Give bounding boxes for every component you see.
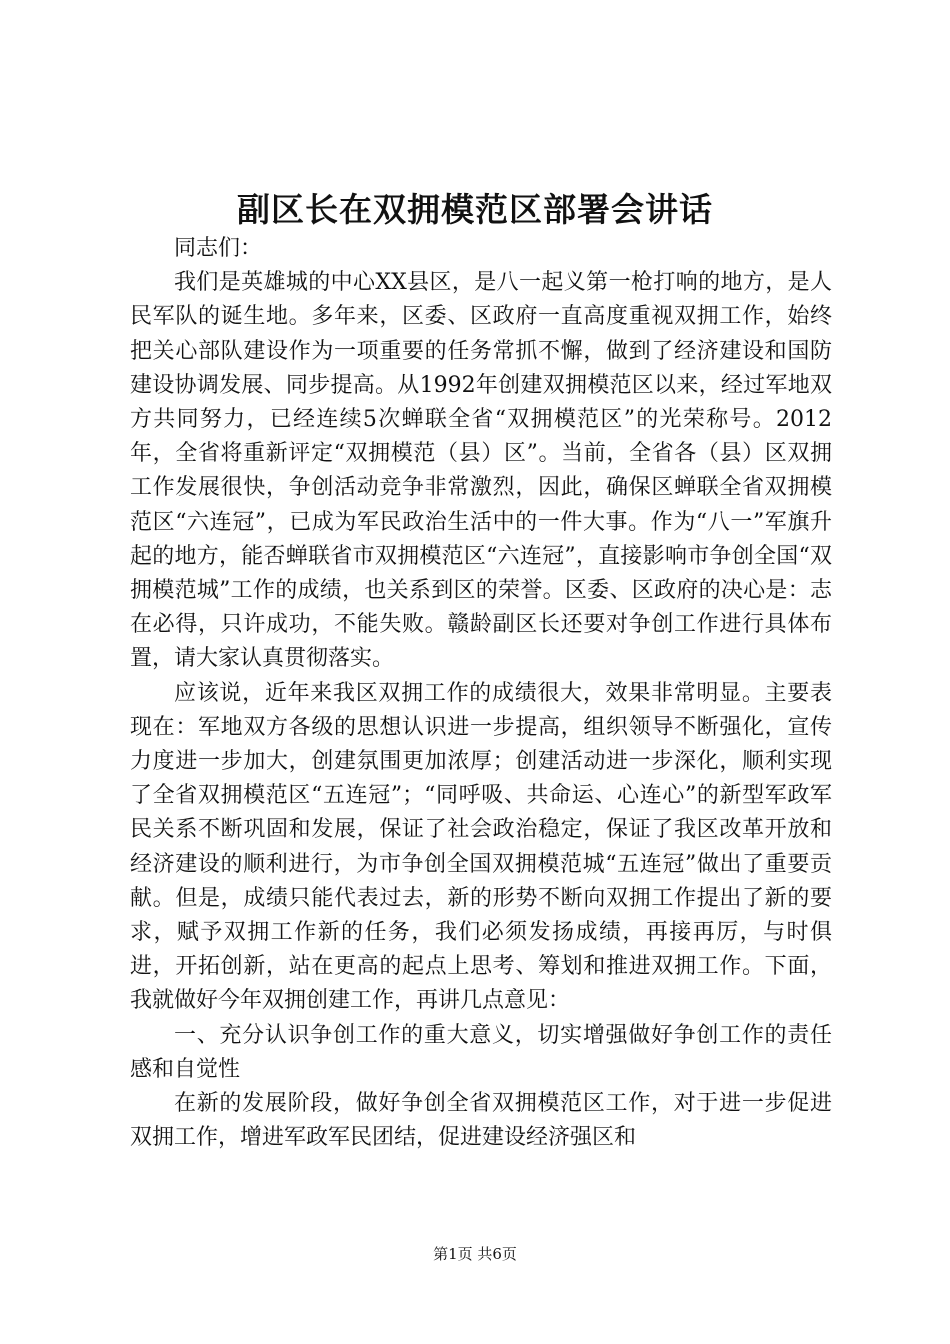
body-paragraph-1: 我们是英雄城的中心XX县区，是八一起义第一枪打响的地方，是人民军队的诞生地。多年来，区委、区政府一直高度重视双拥工作，始终把关心部队建设作为一项重要的任务常抓不懈，做到了经济建设和国防建设协调发展、同步提高。从1992年创建双拥模范区以来，经过军地双方共同努力，已经连续5次蝉联全省“双拥模范区”的光荣称号。2012年，全省将重新评定“双拥模范（县）区”。当前，全省各（县）区双拥工作发展很快，争创活动竞争非常激烈，因此，确保区蝉联全省双拥模范区“六连冠”，已成为军民政治生活中的一件大事。作为“八一”军旗升起的地方，能否蝉联省市双拥模范区“六连冠”，直接影响市争创全国“双拥模范城”工作的成绩，也关系到区的荣誉。区委、区政府的决心是：志在必得，只许成功，不能失败。赣龄副区长还要对争创工作进行具体布置，请大家认真贯彻落实。: [130, 270, 832, 672]
body-paragraph-3: 在新的发展阶段，做好争创全省双拥模范区工作，对于进一步促进双拥工作，增进军政军民团结，促进建设经济强区和: [130, 1091, 832, 1151]
page-number-footer: 第1页 共6页: [433, 1245, 517, 1263]
salutation-paragraph: 同志们：: [174, 236, 263, 261]
document-body: [130, 232, 832, 1155]
section-heading-1: 一、充分认识争创工作的重大意义，切实增强做好争创工作的责任感和自觉性: [130, 1022, 832, 1082]
body-paragraph-2: 应该说，近年来我区双拥工作的成绩很大，效果非常明显。主要表现在：军地双方各级的思想认识进一步提高，组织领导不断强化，宣传力度进一步加大，创建氛围更加浓厚；创建活动进一步深化，顺利实现了全省双拥模范区“五连冠”；“同呼吸、共命运、心连心”的新型军政军民关系不断巩固和发展，保证了社会政治稳定，保证了我区改革开放和经济建设的顺利进行，为市争创全国双拥模范城“五连冠”做出了重要贡献。但是，成绩只能代表过去，新的形势不断向双拥工作提出了新的要求，赋予双拥工作新的任务，我们必须发扬成绩，再接再厉，与时俱进，开拓创新，站在更高的起点上思考、筹划和推进双拥工作。下面，我就做好今年双拥创建工作，再讲几点意见：: [130, 680, 832, 1014]
document-title: 副区长在双拥模范区部署会讲话: [237, 190, 713, 229]
